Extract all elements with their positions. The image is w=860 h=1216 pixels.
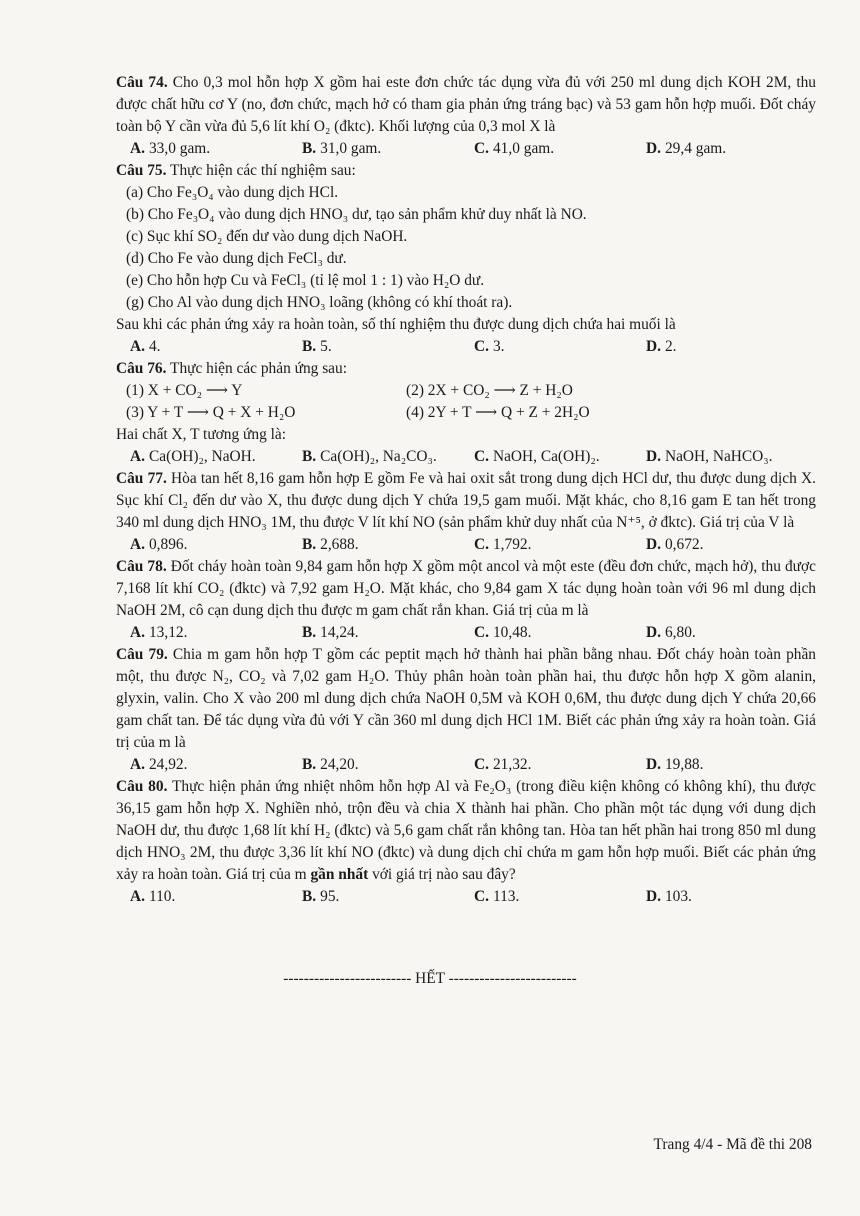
question-text: Thực hiện các phản ứng sau: bbox=[170, 360, 347, 377]
reaction-4: (4) 2Y + T ⟶ Q + Z + 2H₂O bbox=[406, 404, 590, 421]
options-74 bbox=[116, 138, 816, 160]
question-label: Câu 80. bbox=[116, 778, 168, 795]
question-76 bbox=[116, 358, 816, 380]
option-c[interactable]: C. 1,792. bbox=[474, 536, 532, 553]
option-a[interactable]: A. 33,0 gam. bbox=[130, 140, 211, 157]
question-78 bbox=[116, 556, 816, 622]
reaction-2: (2) 2X + CO₂ ⟶ Z + H₂O bbox=[406, 382, 573, 399]
option-a[interactable]: A. 13,12. bbox=[130, 624, 188, 641]
question-text: Thực hiện các thí nghiệm sau: bbox=[170, 162, 356, 179]
exam-page bbox=[116, 72, 816, 908]
question-text: Chia m gam hỗn hợp T gồm các peptit mạch hở thành hai phần bằng nhau. Đốt cháy hoàn toàn phần một, thu được N₂, CO₂ và 7,02 gam H₂O. Thủy phân hoàn toàn phần hai, thu được hỗn hợp X gồm alanin, glyxin, valin. Cho X vào 200 ml dung dịch chứa NaOH 0,5M và KOH 0,6M, thu được dung dịch Y chứa 20,66 gam chất tan. Để tác dụng vừa đủ với Y cần 360 ml dung dịch HCl 1M. Biết các phản ứng xảy ra hoàn toàn. Giá trị của m là bbox=[116, 646, 816, 751]
option-c[interactable]: C. 3. bbox=[474, 338, 505, 355]
option-d[interactable]: D. 19,88. bbox=[646, 756, 704, 773]
option-b[interactable]: B. 24,20. bbox=[302, 756, 359, 773]
option-a[interactable]: A. Ca(OH)₂, NaOH. bbox=[130, 448, 256, 465]
reaction-row bbox=[116, 402, 816, 424]
question-label: Câu 78. bbox=[116, 558, 167, 575]
options-77 bbox=[116, 534, 816, 556]
option-b[interactable]: B. Ca(OH)₂, Na₂CO₃. bbox=[302, 448, 437, 465]
option-a[interactable]: A. 24,92. bbox=[130, 756, 188, 773]
option-c[interactable]: C. 21,32. bbox=[474, 756, 532, 773]
option-d[interactable]: D. NaOH, NaHCO₃. bbox=[646, 448, 773, 465]
question-text-end: với giá trị nào sau đây? bbox=[372, 866, 516, 883]
option-b[interactable]: B. 14,24. bbox=[302, 624, 359, 641]
question-label: Câu 76. bbox=[116, 360, 167, 377]
question-label: Câu 74. bbox=[116, 74, 168, 91]
reaction-row bbox=[116, 380, 816, 402]
option-a[interactable]: A. 110. bbox=[130, 888, 176, 905]
option-c[interactable]: C. NaOH, Ca(OH)₂. bbox=[474, 448, 600, 465]
option-b[interactable]: B. 2,688. bbox=[302, 536, 359, 553]
question-prompt: Sau khi các phản ứng xảy ra hoàn toàn, số thí nghiệm thu được dung dịch chứa hai muối là bbox=[116, 316, 676, 333]
question-77 bbox=[116, 468, 816, 534]
question-prompt: Hai chất X, T tương ứng là: bbox=[116, 426, 287, 443]
question-text: Hòa tan hết 8,16 gam hỗn hợp E gồm Fe và hai oxit sắt trong dung dịch HCl dư, thu được dung dịch X. Sục khí Cl₂ đến dư vào X, thu được dung dịch Y chứa 19,5 gam muối. Mặt khác, cho 8,16 gam E tan hết trong 340 ml dung dịch HNO₃ 1M, thu được V lít khí NO (sản phẩm khử duy nhất của N⁺⁵, ở đktc). Giá trị của V là bbox=[116, 470, 816, 531]
option-d[interactable]: D. 103. bbox=[646, 888, 692, 905]
question-text: Thực hiện phản ứng nhiệt nhôm hỗn hợp Al và Fe₂O₃ (trong điều kiện không có không khí), thu được 36,15 gam hỗn hợp X. Nghiền nhỏ, trộn đều và chia X thành hai phần. Cho phần một tác dụng với dung dịch NaOH dư, thu được 1,68 lít khí H₂ (đktc) và 5,6 gam chất rắn không tan. Hòa tan hết phần hai trong 850 ml dung dịch HNO₃ 2M, thu được 3,36 lít khí NO (đktc) và dung dịch chỉ chứa m gam hỗn hợp muối. Biết các phản ứng xảy ra hoàn toàn. Giá trị của m bbox=[116, 778, 816, 883]
option-a[interactable]: A. 4. bbox=[130, 338, 161, 355]
question-80 bbox=[116, 776, 816, 886]
end-marker: ------------------------- HẾT ------------------------- bbox=[283, 970, 577, 987]
options-76 bbox=[116, 446, 816, 468]
option-c[interactable]: C. 10,48. bbox=[474, 624, 532, 641]
experiment-item: (g) Cho Al vào dung dịch HNO₃ loãng (không có khí thoát ra). bbox=[126, 294, 513, 311]
question-label: Câu 79. bbox=[116, 646, 168, 663]
option-b[interactable]: B. 95. bbox=[302, 888, 340, 905]
emphasis-text: gần nhất bbox=[310, 866, 369, 883]
option-d[interactable]: D. 6,80. bbox=[646, 624, 696, 641]
option-d[interactable]: D. 0,672. bbox=[646, 536, 704, 553]
question-79 bbox=[116, 644, 816, 754]
options-75 bbox=[116, 336, 816, 358]
option-a[interactable]: A. 0,896. bbox=[130, 536, 188, 553]
option-d[interactable]: D. 29,4 gam. bbox=[646, 140, 727, 157]
option-b[interactable]: B. 5. bbox=[302, 338, 332, 355]
experiment-item: (e) Cho hỗn hợp Cu và FeCl₃ (tỉ lệ mol 1 : 1) vào H₂O dư. bbox=[126, 272, 485, 289]
question-text: Cho 0,3 mol hỗn hợp X gồm hai este đơn chức tác dụng vừa đủ với 250 ml dung dịch KOH 2M, thu được chất hữu cơ Y (no, đơn chức, mạch hở có tham gia phản ứng tráng bạc) và 53 gam hỗn hợp muối. Đốt cháy toàn bộ Y cần vừa đủ 5,6 lít khí O₂ (đktc). Khối lượng của 0,3 mol X là bbox=[116, 74, 816, 135]
question-label: Câu 77. bbox=[116, 470, 167, 487]
question-74 bbox=[116, 72, 816, 138]
option-b[interactable]: B. 31,0 gam. bbox=[302, 140, 382, 157]
reaction-1: (1) X + CO₂ ⟶ Y bbox=[126, 382, 243, 399]
options-79 bbox=[116, 754, 816, 776]
reaction-3: (3) Y + T ⟶ Q + X + H₂O bbox=[126, 404, 296, 421]
option-d[interactable]: D. 2. bbox=[646, 338, 677, 355]
experiment-item: (c) Sục khí SO₂ đến dư vào dung dịch NaOH. bbox=[126, 228, 408, 245]
question-label: Câu 75. bbox=[116, 162, 167, 179]
page-footer: Trang 4/4 - Mã đề thi 208 bbox=[653, 1136, 812, 1153]
experiment-item: (d) Cho Fe vào dung dịch FeCl₃ dư. bbox=[126, 250, 347, 267]
experiment-item: (b) Cho Fe₃O₄ vào dung dịch HNO₃ dư, tạo sản phẩm khử duy nhất là NO. bbox=[126, 206, 587, 223]
question-text: Đốt cháy hoàn toàn 9,84 gam hỗn hợp X gồm một ancol và một este (đều đơn chức, mạch hở), thu được 7,168 lít khí CO₂ (đktc) và 7,92 gam H₂O. Mặt khác, cho 9,84 gam X tác dụng hoàn toàn với 96 ml dung dịch NaOH 2M, cô cạn dung dịch thu được m gam chất rắn khan. Giá trị của m là bbox=[116, 558, 816, 619]
option-c[interactable]: C. 41,0 gam. bbox=[474, 140, 555, 157]
experiment-item: (a) Cho Fe₃O₄ vào dung dịch HCl. bbox=[126, 184, 339, 201]
options-78 bbox=[116, 622, 816, 644]
option-c[interactable]: C. 113. bbox=[474, 888, 520, 905]
question-75 bbox=[116, 160, 816, 182]
options-80 bbox=[116, 886, 816, 908]
